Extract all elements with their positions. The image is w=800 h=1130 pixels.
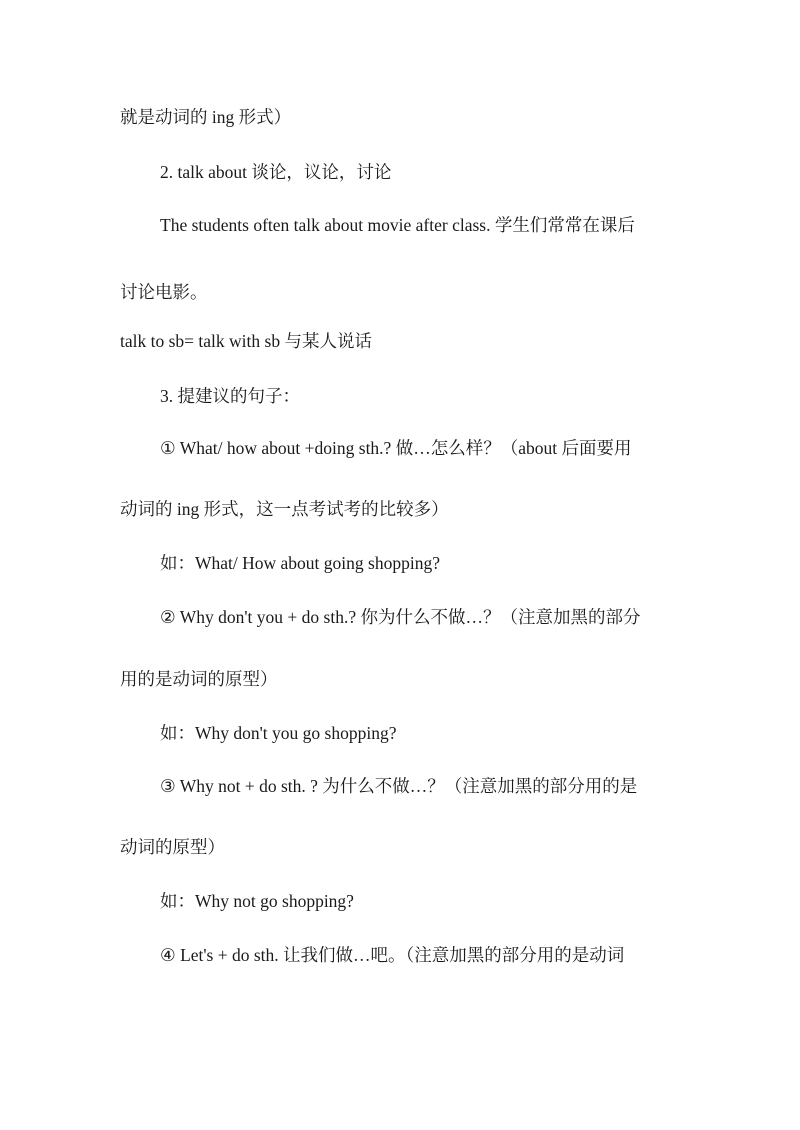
text-line: ② Why don't you + do sth.? 你为什么不做…？（注意加黑的部分 <box>160 607 641 627</box>
text-line: ① What/ how about +doing sth.? 做…怎么样？（about 后面要用 <box>160 438 632 458</box>
text-line: ③ Why not + do sth. ? 为什么不做…？（注意加黑的部分用的是 <box>160 776 638 796</box>
text-line: 就是动词的 ing 形式） <box>120 107 292 127</box>
text-line: 如：Why don't you go shopping? <box>160 723 397 743</box>
text-line: 用的是动词的原型） <box>120 669 278 689</box>
text-line: 动词的原型） <box>120 837 225 857</box>
text-line: 3. 提建议的句子： <box>160 386 300 406</box>
text-line: The students often talk about movie after class. 学生们常常在课后 <box>160 215 635 235</box>
text-line: 动词的 ing 形式，这一点考试考的比较多） <box>120 499 449 519</box>
text-line: 讨论电影。 <box>120 282 208 302</box>
text-line: 如：Why not go shopping? <box>160 891 354 911</box>
text-line: 2. talk about 谈论，议论，讨论 <box>160 162 392 182</box>
text-line: ④ Let's + do sth. 让我们做…吧。（注意加黑的部分用的是动词 <box>160 945 625 965</box>
text-line: talk to sb= talk with sb 与某人说话 <box>120 331 372 351</box>
text-line: 如：What/ How about going shopping? <box>160 553 440 573</box>
